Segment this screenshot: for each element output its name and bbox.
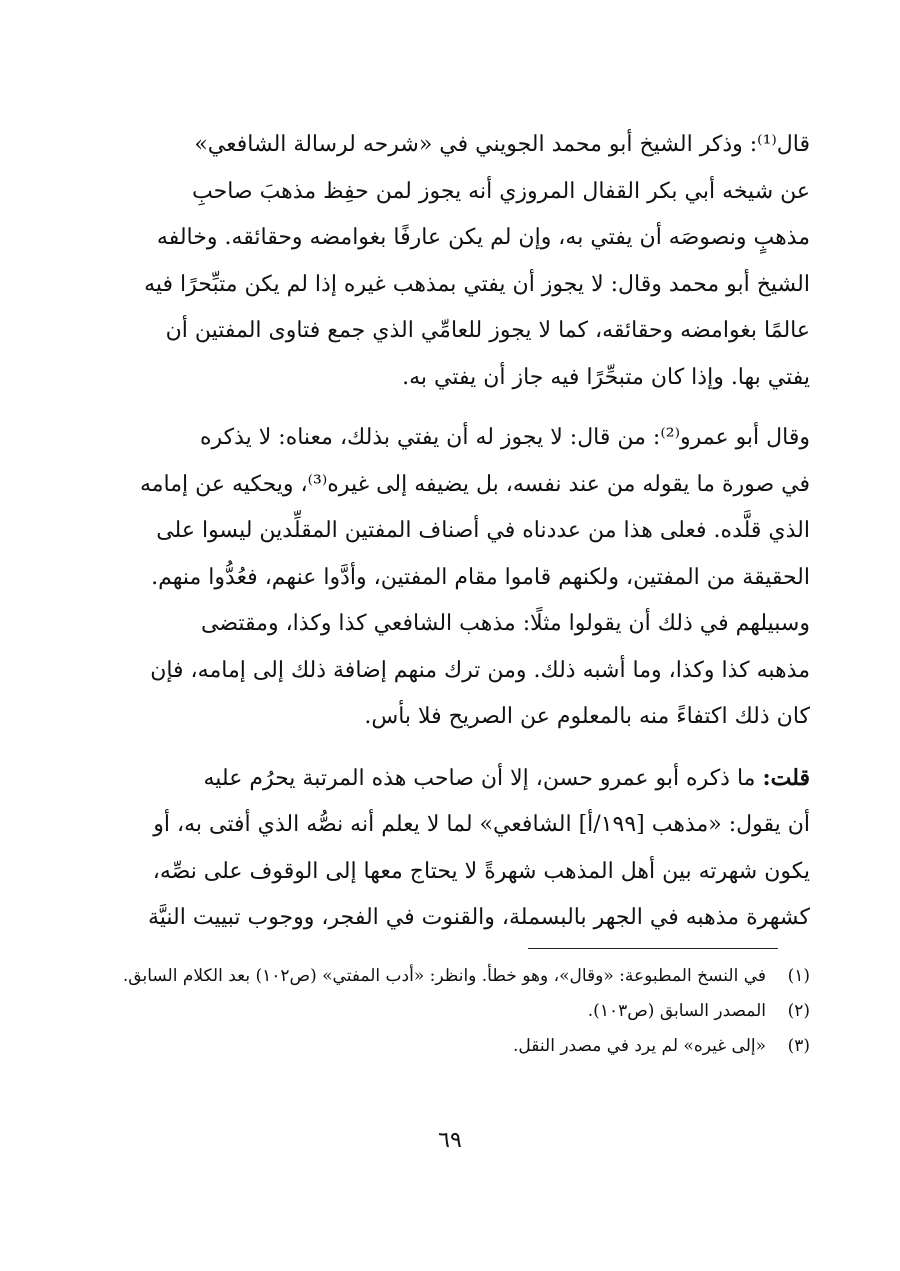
paragraph-label: قلت: bbox=[762, 764, 810, 791]
text-line: يكون شهرته بين أهل المذهب شهرةً لا يحتاج معها إلى الوقوف على نصِّه، bbox=[152, 858, 810, 884]
footnote-2 bbox=[120, 995, 810, 1027]
text-line: مذهبٍ ونصوصَه أن يفتي به، وإن لم يكن عارفًا بغوامضه وحقائقه. وخالفه bbox=[156, 225, 810, 250]
paragraph-2 bbox=[120, 415, 810, 741]
text-line: يفتي بها. وإذا كان متبحِّرًا فيه جاز أن يفتي به. bbox=[402, 364, 810, 390]
footnote-3 bbox=[120, 1030, 810, 1062]
paragraph-3 bbox=[120, 755, 810, 942]
text-line bbox=[120, 755, 810, 803]
text-line: أن يقول: «مذهب [١٩٩/أ] الشافعي» لما لا يعلم أنه نصُّه الذي أفتى به، أو bbox=[153, 812, 810, 837]
text-line-rest: ما ذكره أبو عمرو حسن، إلا أن صاحب هذه المرتبة يحرُم عليه bbox=[203, 765, 763, 791]
text-line: كشهرة مذهبه في الجهر بالبسملة، والقنوت في الفجر، ووجوب تبييت النيَّة bbox=[147, 905, 810, 930]
footnote-number: (١) bbox=[787, 966, 810, 986]
paragraph-1 bbox=[120, 122, 810, 401]
footnote-text: «إلى غيره» لم يرد في مصدر النقل. bbox=[513, 1036, 766, 1056]
footnotes bbox=[120, 960, 810, 1065]
footnote-text: المصدر السابق (ص١٠٣). bbox=[587, 1001, 766, 1021]
footnote-separator bbox=[528, 948, 778, 949]
text-line: كان ذلك اكتفاءً منه بالمعلوم عن الصريح فلا بأس. bbox=[364, 704, 810, 729]
text-line: عالمًا بغوامضه وحقائقه، كما لا يجوز للعامِّي الذي جمع فتاوى المفتين أن bbox=[165, 318, 810, 343]
text-line: وسبيلهم في ذلك أن يقولوا مثلًا: مذهب الشافعي كذا وكذا، ومقتضى bbox=[201, 611, 810, 636]
text-line: مذهبه كذا وكذا، وما أشبه ذلك. ومن ترك منهم إضافة ذلك إلى إمامه، فإن bbox=[150, 657, 810, 683]
text-line: الحقيقة من المفتين، ولكنهم قاموا مقام المفتين، وأدَّوا عنهم، فعُدُّوا منهم. bbox=[151, 564, 810, 590]
footnote-number: (٣) bbox=[787, 1036, 810, 1056]
text-line: الشيخ أبو محمد وقال: لا يجوز أن يفتي بمذهب غيره إذا لم يكن متبِّحرًا فيه bbox=[144, 271, 810, 297]
text-line: قال⁽¹⁾: وذكر الشيخ أبو محمد الجويني في «شرحه لرسالة الشافعي» bbox=[194, 132, 810, 157]
text-line: الذي قلَّده. فعلى هذا من عددناه في أصناف المفتين المقلِّدين ليسوا على bbox=[156, 518, 810, 543]
footnote-number: (٢) bbox=[787, 1001, 810, 1021]
main-text bbox=[120, 122, 810, 956]
text-line: في صورة ما يقوله من عند نفسه، بل يضيفه إلى غيره⁽³⁾، ويحكيه عن إمامه bbox=[139, 471, 810, 497]
footnote-1 bbox=[120, 960, 810, 992]
text-line: عن شيخه أبي بكر القفال المروزي أنه يجوز لمن حفِظ مذهبَ صاحبِ bbox=[192, 178, 810, 204]
footnote-text: في النسخ المطبوعة: «وقال»، وهو خطأ. وانظر: «أدب المفتي» (ص١٠٢) بعد الكلام السابق. bbox=[122, 966, 766, 986]
page-number: ٦٩ bbox=[438, 1128, 462, 1153]
text-line: وقال أبو عمرو⁽²⁾: من قال: لا يجوز له أن يفتي بذلك، معناه: لا يذكره bbox=[199, 425, 810, 450]
